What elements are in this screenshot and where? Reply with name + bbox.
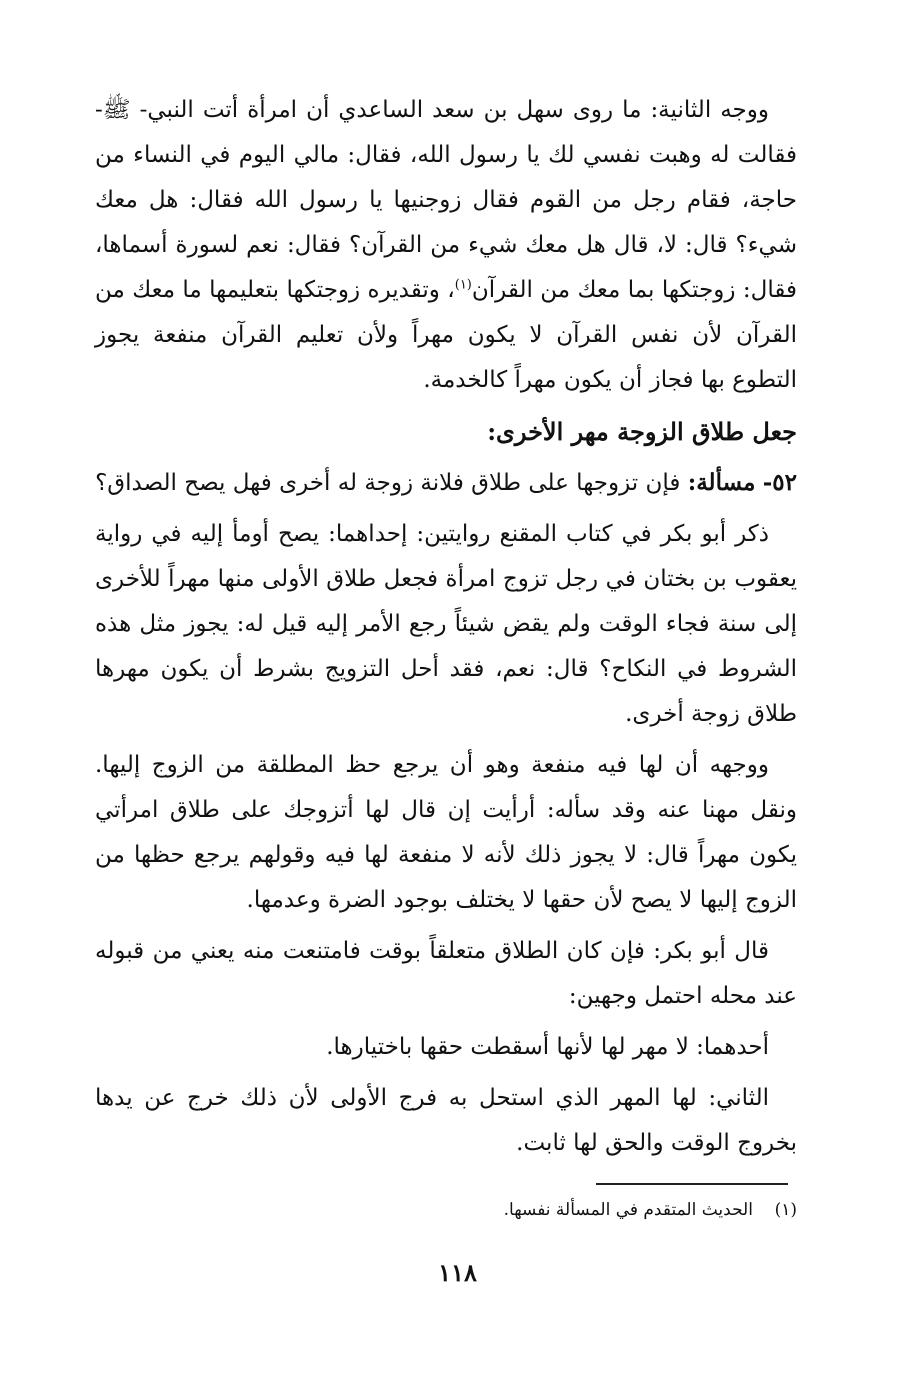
- paragraph-first-view: أحدهما: لا مهر لها لأنها أسقطت حقها باختيارها.: [326, 1034, 769, 1060]
- section-heading: جعل طلاق الزوجة مهر الأخرى:: [487, 417, 797, 446]
- footnote: [95, 1195, 797, 1225]
- paragraph-text: ووجه الثانية: ما روى سهل بن سعد الساعدي أن امرأة أتت النبي- ﷺ- فقالت له وهبت نفسي لك يا رسول الله، فقال: مالي اليوم في النساء من حاجة، فقام رجل من القوم فقال زوجنيها يا رسول الله فقال: هل معك شيء؟ قال: لا، قال هل معك شيء من القرآن؟ فقال: نعم لسورة أسماها، فقال: زوجتكها بما معك من القرآن: [95, 97, 797, 303]
- question-text: فإن تزوجها على طلاق فلانة زوجة له أخرى فهل يصح الصداق؟: [95, 470, 681, 496]
- page-body: [95, 88, 797, 1172]
- paragraph-evidence-second: [95, 88, 797, 403]
- paragraph-second-view: الثاني: لها المهر الذي استحل به فرج الأولى لأن ذلك خرج عن يدها بخروج الوقت والحق لها ثابت.: [95, 1085, 797, 1156]
- question-paragraph: [95, 460, 797, 506]
- question-number: ٥٢-: [762, 469, 797, 496]
- paragraph-two-narrations: ذكر أبو بكر في كتاب المقنع روايتين: إحداهما: يصح أومأ إليه في رواية يعقوب بن بختان في رجل تزوج امرأة فجعل طلاق الأولى منها مهراً للأخرى إلى سنة فجاء الوقت ولم يقض شيئاً رجع الأمر إليه قيل له: يجوز مثل هذه الشروط في النكاح؟ قال: نعم، فقد أحل التزويج بشرط أن يكون مهرها طلاق زوجة أخرى.: [95, 521, 797, 727]
- footnote-marker: (١): [774, 1200, 797, 1220]
- footnote-reference[interactable]: (١): [454, 277, 472, 293]
- footnote-text: الحديث المتقدم في المسألة نفسها.: [503, 1200, 753, 1220]
- paragraph-text-continued: ، وتقديره زوجتكها بتعليمها ما معك من القرآن لأن نفس القرآن لا يكون مهراً ولأن تعليم القرآن منفعة يجوز التطوع بها فجاز أن يكون مهراً كالخدمة.: [95, 277, 797, 393]
- page-number: ١١٨: [438, 1258, 477, 1287]
- paragraph-reasoning: ووجهه أن لها فيه منفعة وهو أن يرجع حظ المطلقة من الزوج إليها. ونقل مهنا عنه وقد سأله: أرأيت إن قال لها أتزوجك على طلاق امرأتي يكون مهراً قال: لا يجوز ذلك لأنه لا منفعة لها فيه وقولهم يرجع حظها من الزوج إليها لا يصح لأن حقها لا يختلف بوجود الضرة وعدمها.: [95, 752, 797, 913]
- paragraph-abu-bakr: قال أبو بكر: فإن كان الطلاق متعلقاً بوقت فامتنعت منه يعني من قبوله عند محله احتمل وجهين:: [95, 938, 797, 1009]
- footnote-divider: [596, 1183, 788, 1185]
- question-label: مسألة:: [687, 469, 756, 496]
